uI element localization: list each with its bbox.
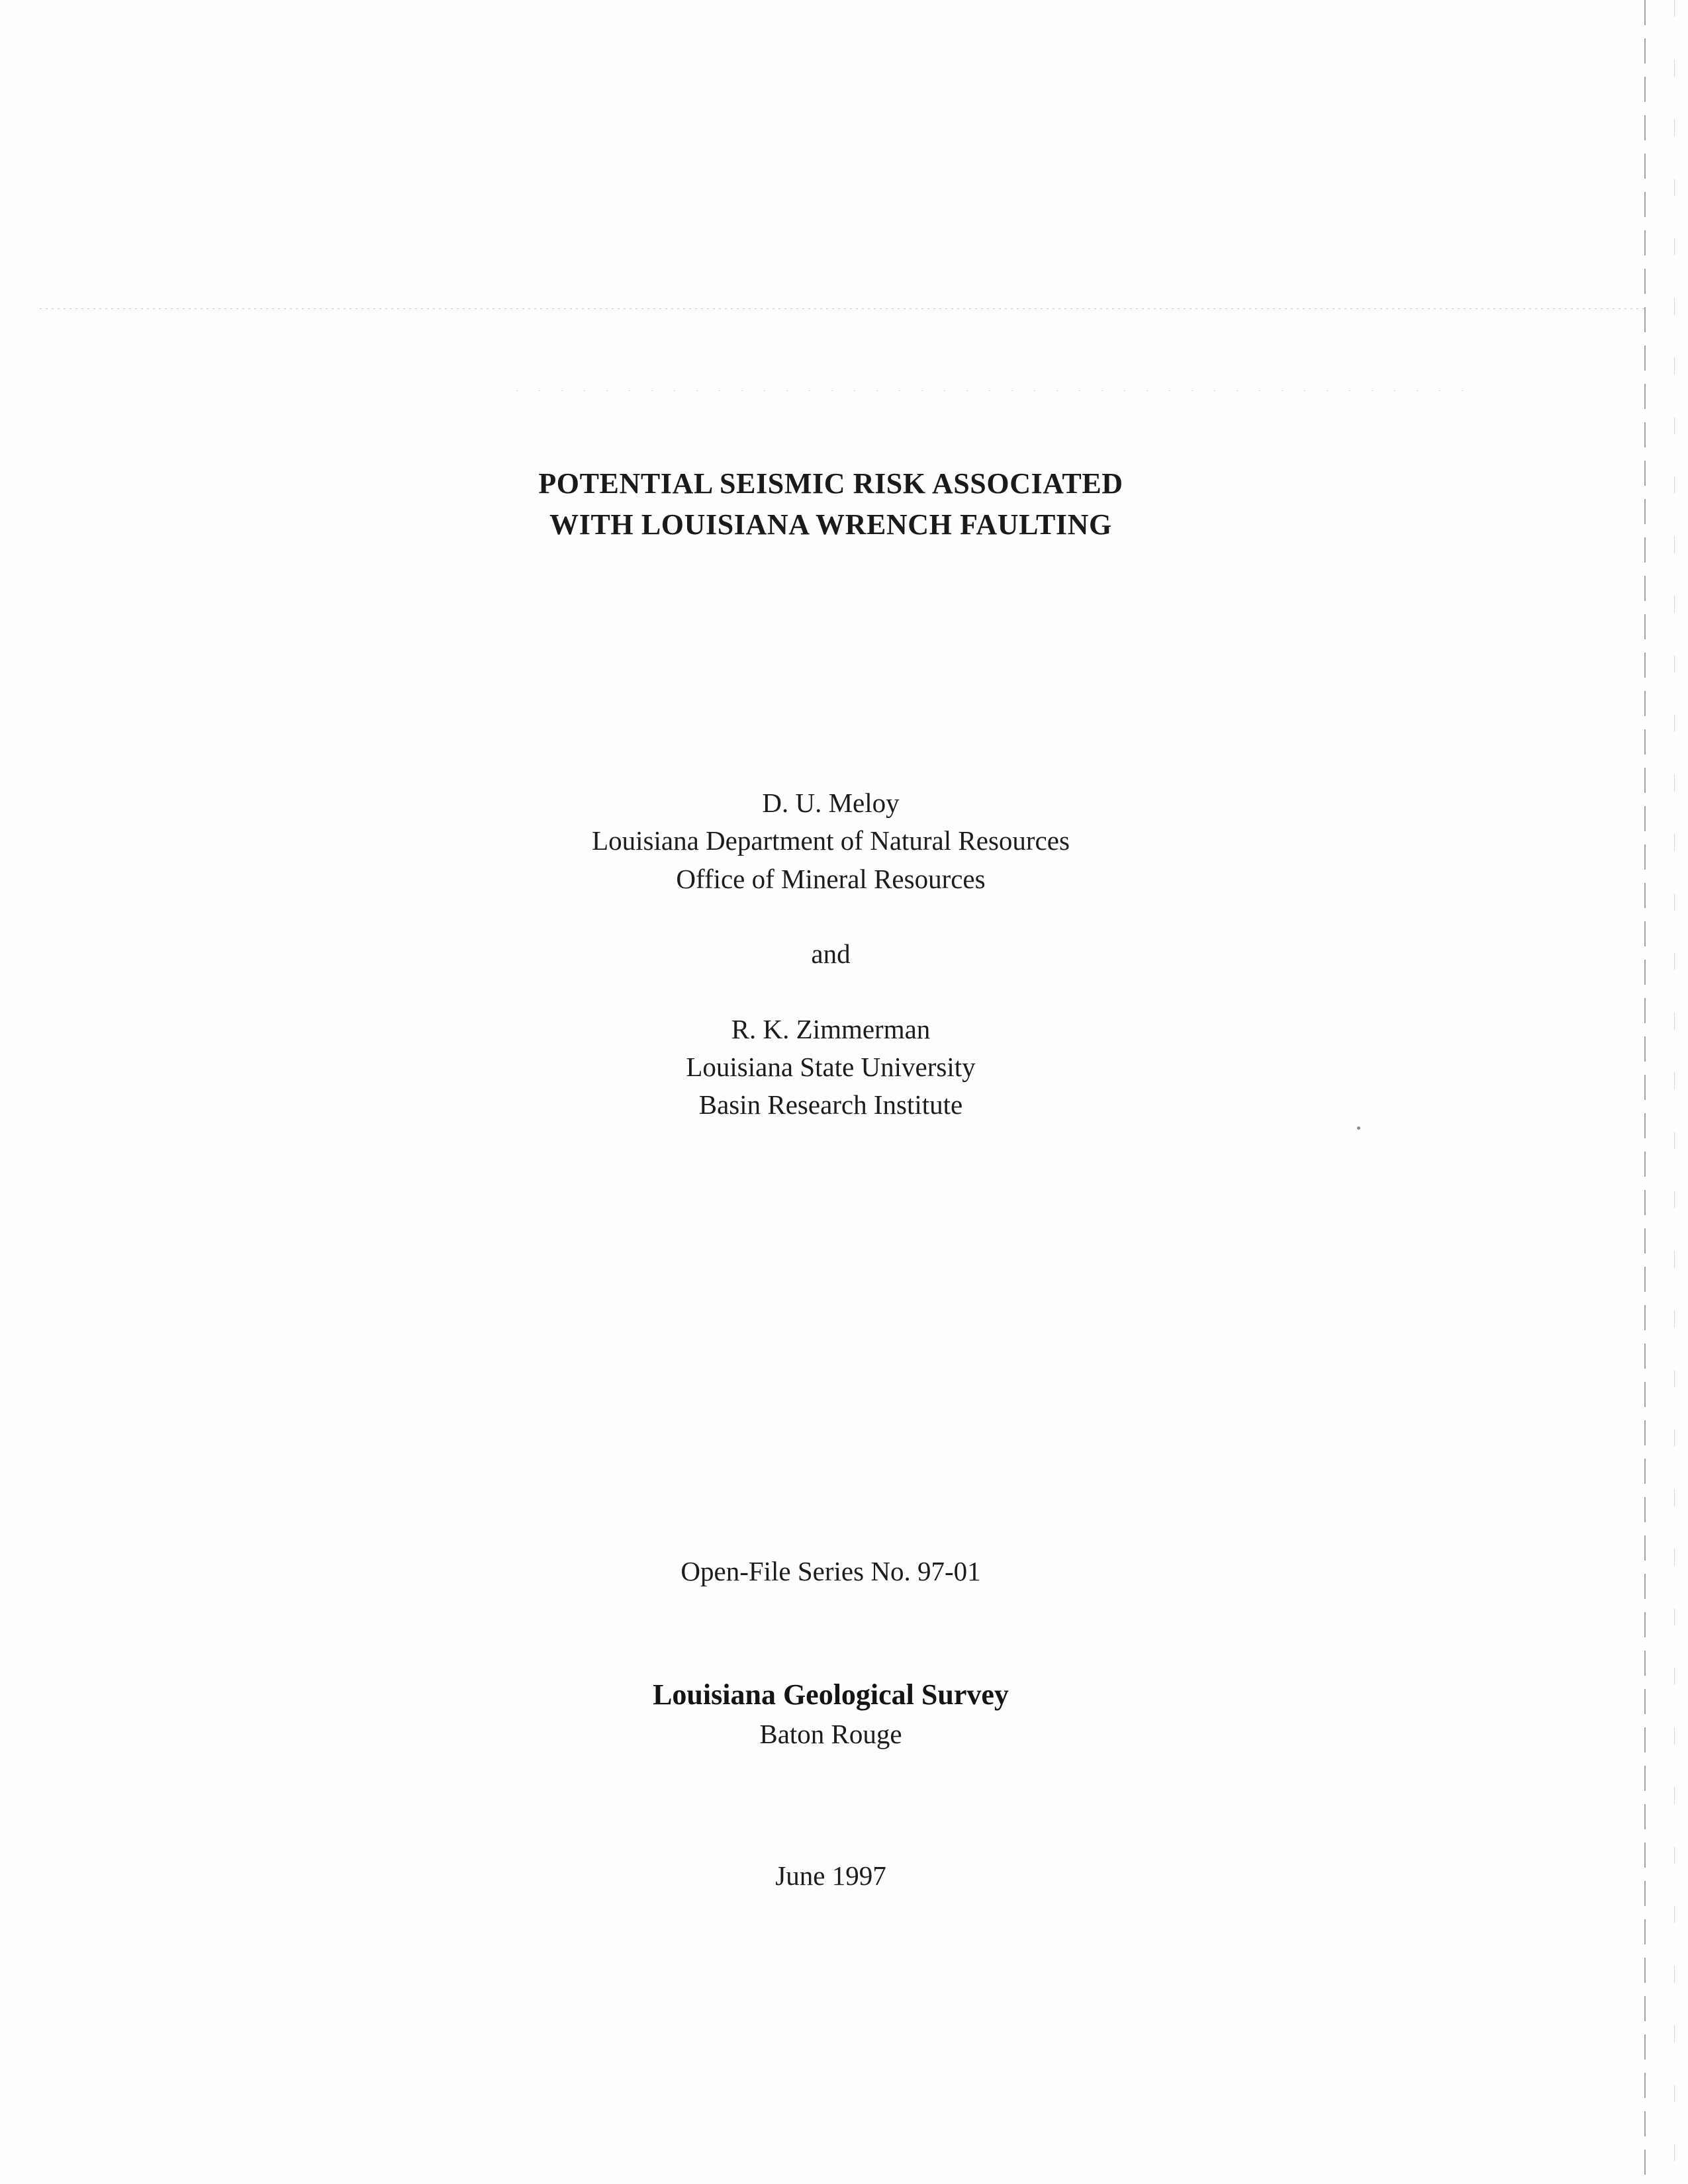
scan-artifact-speckle-rule xyxy=(516,390,1470,391)
author-2-affiliation-line-2: Basin Research Institute xyxy=(698,1089,963,1120)
title-line-1: POTENTIAL SEISMIC RISK ASSOCIATED xyxy=(538,467,1123,500)
publisher-section xyxy=(0,1674,1662,1753)
author-2-affiliation-line-1: Louisiana State University xyxy=(686,1051,976,1082)
scan-artifact-speck xyxy=(1357,1126,1360,1130)
scan-artifact-top-rule xyxy=(40,308,1648,309)
title-line-2: WITH LOUISIANA WRENCH FAULTING xyxy=(549,508,1112,541)
date-section xyxy=(0,1860,1662,1891)
series-number: Open-File Series No. 97-01 xyxy=(680,1556,981,1586)
authors-section xyxy=(0,784,1662,1124)
scan-artifact-right-edge-secondary xyxy=(1674,0,1675,2184)
series-section xyxy=(0,1555,1662,1587)
authors-conjunction: and xyxy=(811,938,851,970)
author-1-name: D. U. Meloy xyxy=(762,788,900,818)
author-1-affiliation-line-2: Office of Mineral Resources xyxy=(676,863,986,894)
publication-date: June 1997 xyxy=(775,1860,886,1891)
publisher-city: Baton Rouge xyxy=(759,1718,902,1749)
author-2-name: R. K. Zimmerman xyxy=(731,1013,931,1044)
author-1-affiliation-line-1: Louisiana Department of Natural Resources xyxy=(592,825,1070,856)
publisher-name: Louisiana Geological Survey xyxy=(653,1678,1009,1711)
document-title xyxy=(0,463,1662,546)
